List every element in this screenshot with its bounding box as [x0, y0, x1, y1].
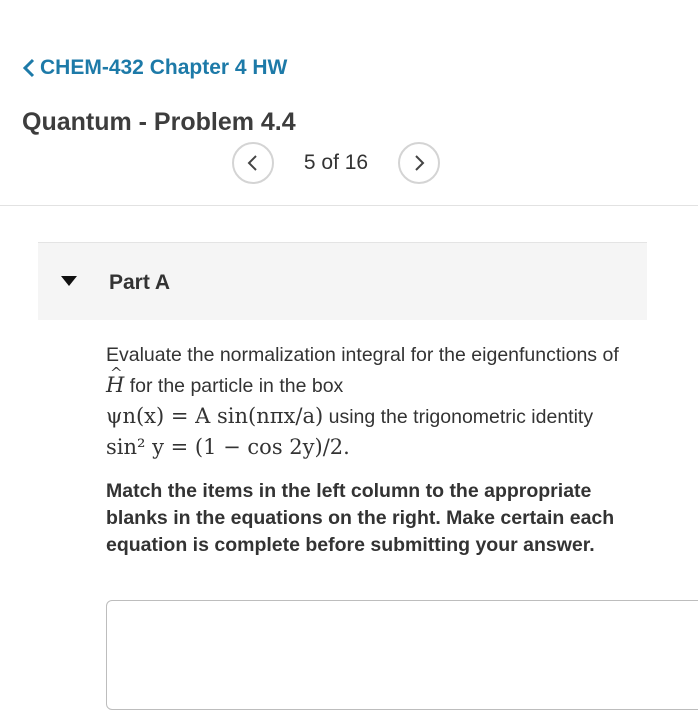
- hamiltonian-symbol: ^ H: [106, 370, 124, 400]
- question-text: [106, 340, 626, 463]
- answer-area[interactable]: [106, 600, 698, 710]
- chevron-left-icon: [22, 58, 36, 78]
- question-text-3: using the trigonometric identity: [328, 406, 594, 428]
- question-text-2: for the particle in the box: [129, 375, 344, 397]
- back-link[interactable]: [22, 56, 287, 80]
- problem-title: Quantum - Problem 4.4: [22, 108, 296, 136]
- pager: [232, 142, 440, 184]
- question-text-1: Evaluate the normalization integral for the eigenfunctions of: [106, 344, 619, 366]
- previous-button[interactable]: [232, 142, 274, 184]
- part-a-header[interactable]: [38, 242, 647, 320]
- caret-down-icon[interactable]: [60, 274, 78, 292]
- instructions: Match the items in the left column to the appropriate blanks in the equations on the right. Make certain each equation is complete before submitting your answer.: [106, 480, 615, 556]
- divider: [0, 205, 698, 206]
- back-link-label: CHEM-432 Chapter 4 HW: [40, 56, 288, 79]
- next-button[interactable]: [398, 142, 440, 184]
- page-counter: 5 of 16: [303, 151, 369, 174]
- part-label: Part A: [109, 271, 171, 294]
- chevron-left-icon: [246, 153, 260, 173]
- chevron-right-icon: [412, 153, 426, 173]
- trig-identity: sin² y = (1 − cos 2y)/2.: [106, 435, 350, 459]
- wavefunction-equation: ψn(x) = A sin(nπx/a): [106, 404, 324, 428]
